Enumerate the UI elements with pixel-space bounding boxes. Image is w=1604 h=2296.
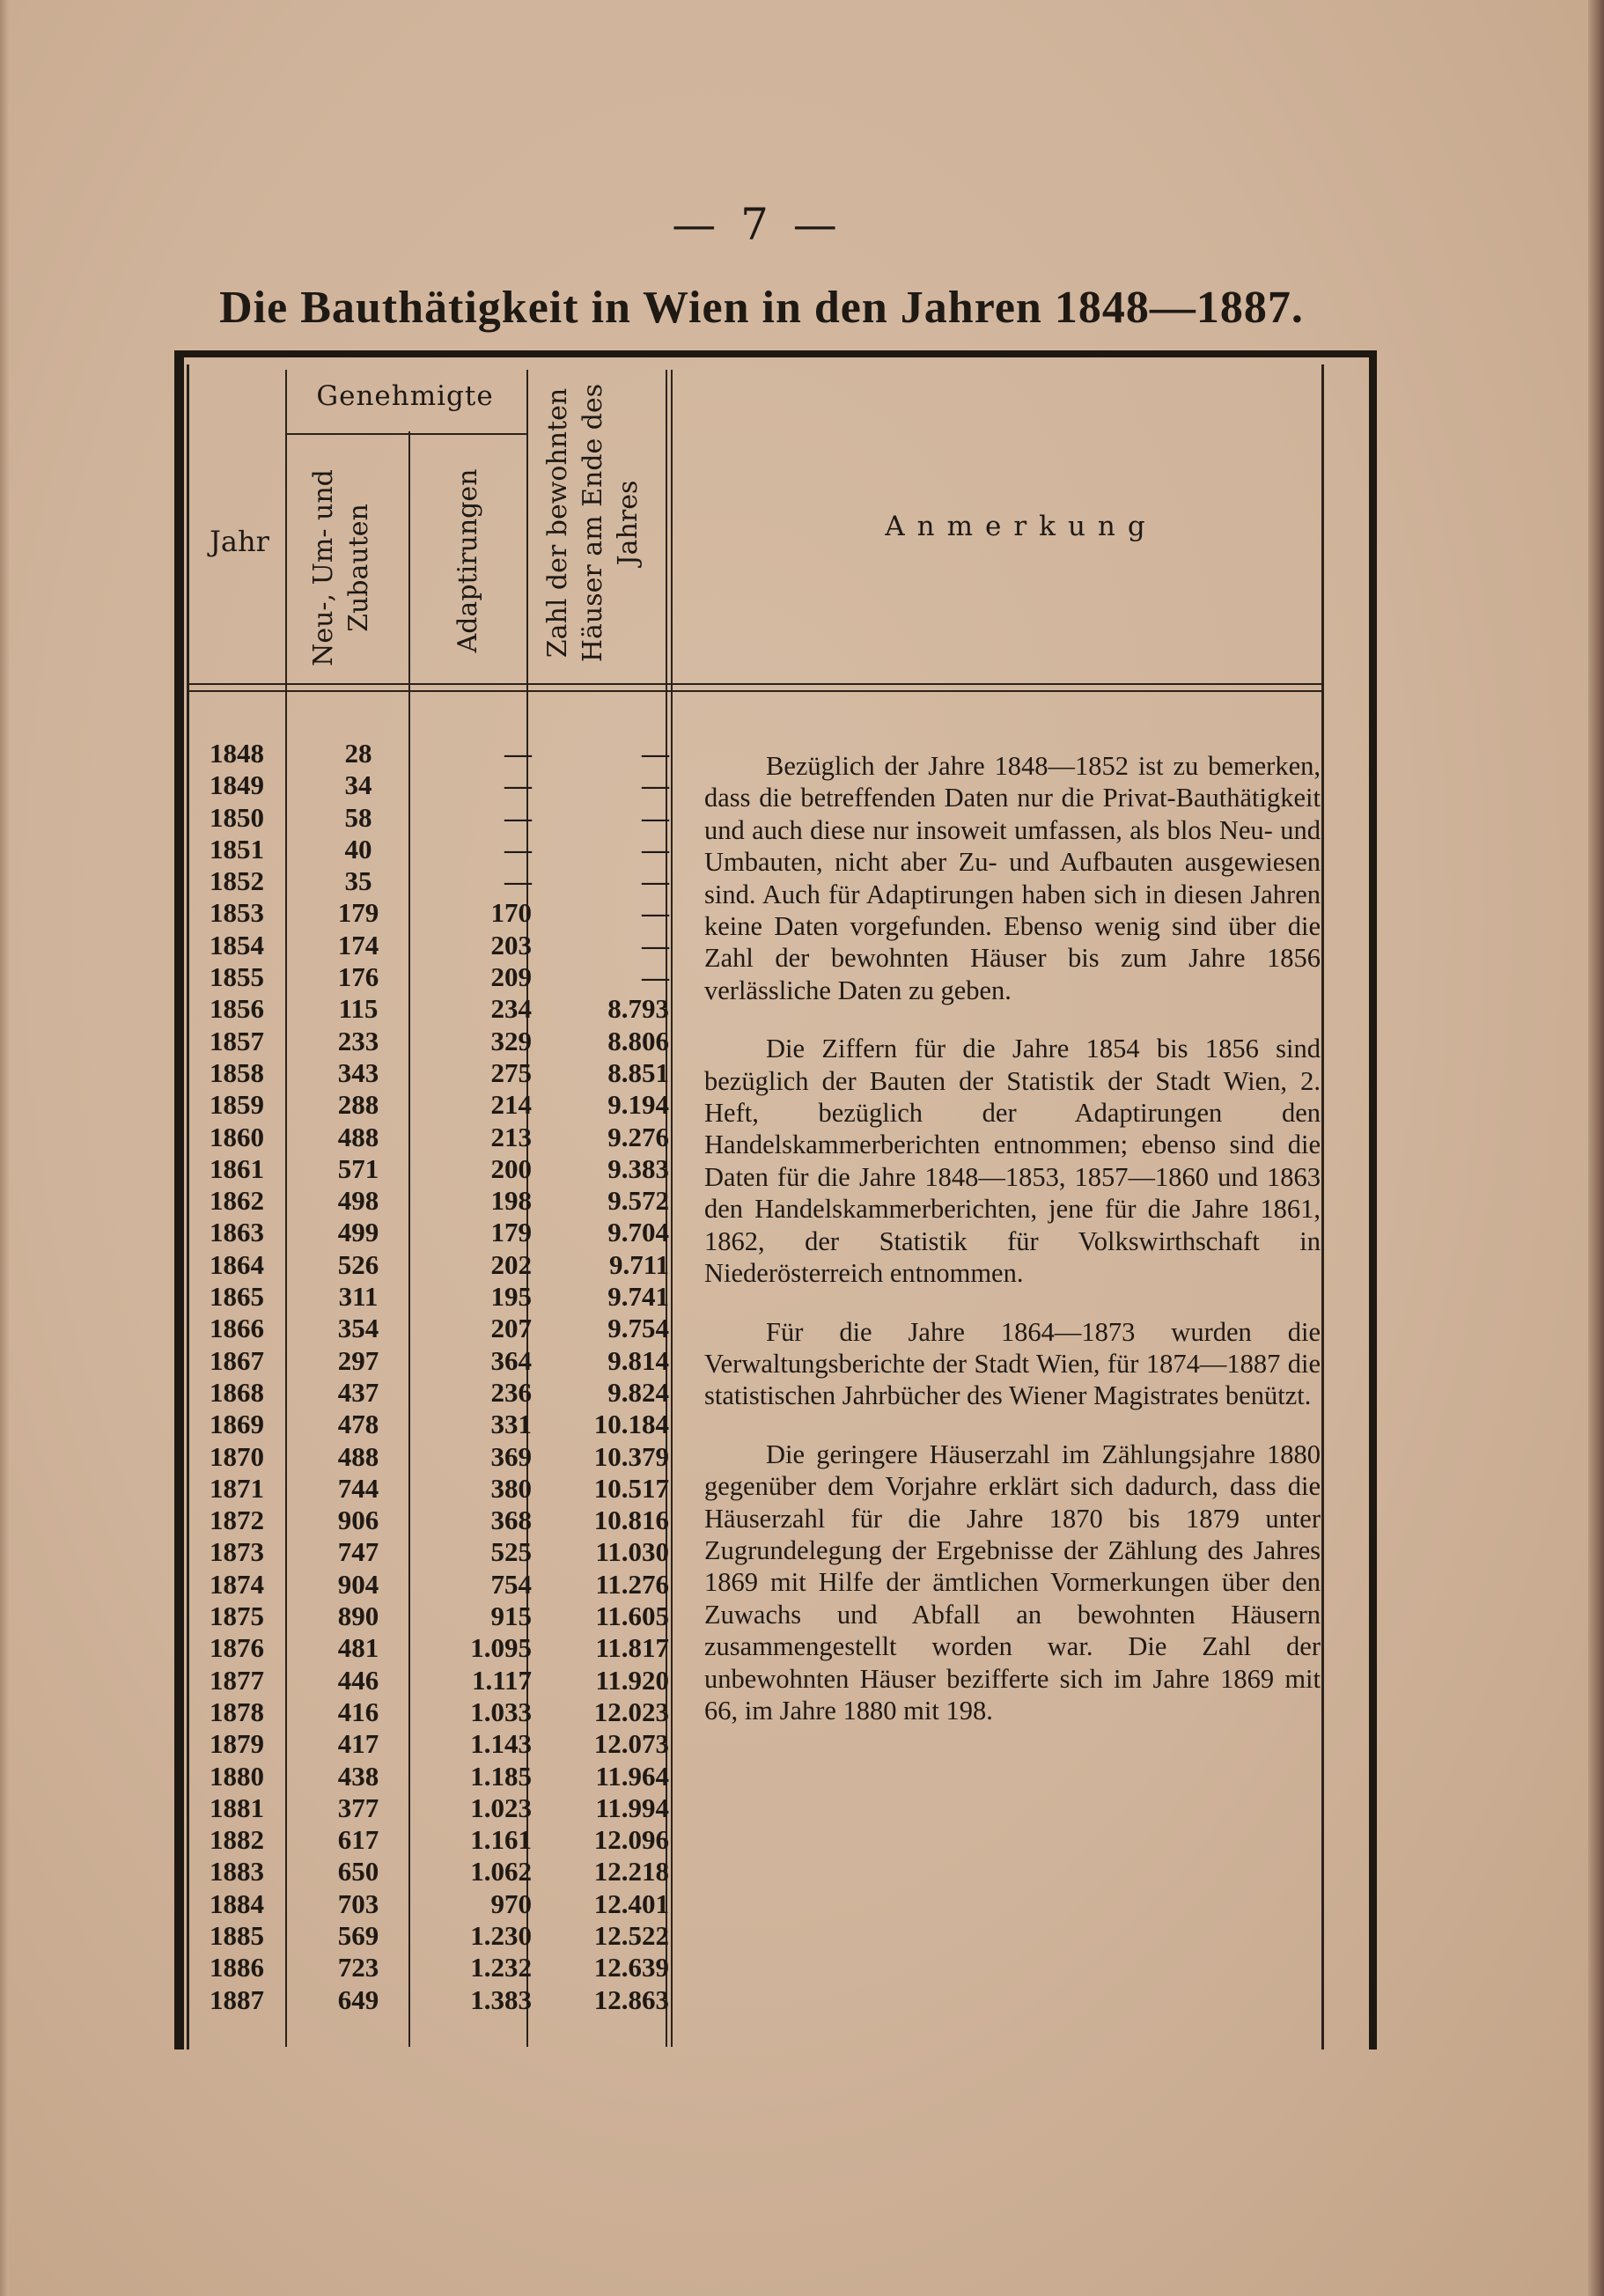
column-jahr	[210, 738, 298, 2016]
note-paragraph: Bezüglich der Jahre 1848—1852 ist zu bemerken, dass die betreffenden Daten nur die Privat-Bauthätigkeit und auch diese nur insoweit umfassen, als blos Neu- und Umbauten, nicht aber Zu- und Aufbauten ausgewiesen sind. Auch für Adaptirungen haben sich in diesen Jahren keine Daten vorgefunden. Ebenso wenig sind über die Zahl der bewohnten Häuser bis zum Jahre 1856 verlässliche Daten zu geben.	[704, 751, 1321, 1005]
cell-adapt: 1.117	[471, 1664, 532, 1696]
page-number: — 7 —	[672, 199, 842, 250]
cell-adapt: 236	[490, 1376, 532, 1408]
cell-adapt: 525	[490, 1536, 532, 1568]
cell-jahr: 1881	[210, 1792, 264, 1823]
cell-haeuser: 9.276	[607, 1121, 669, 1152]
cell-haeuser: 9.194	[607, 1089, 669, 1121]
cell-adapt: 1.023	[470, 1792, 532, 1823]
cell-adapt: 1.232	[470, 1952, 532, 1983]
cell-adapt: 200	[490, 1152, 532, 1184]
cell-haeuser: 12.522	[593, 1919, 669, 1951]
cell-jahr: 1863	[210, 1217, 264, 1248]
cell-jahr: 1866	[210, 1313, 264, 1344]
cell-neu: 890	[337, 1601, 379, 1632]
cell-jahr: 1873	[210, 1536, 264, 1568]
header-genehmigte: Genehmigte	[316, 380, 494, 412]
cell-adapt: —	[504, 738, 532, 769]
cell-haeuser: —	[642, 738, 669, 769]
cell-neu: 446	[337, 1664, 379, 1696]
cell-adapt: 1.383	[470, 1983, 532, 2015]
anmerkung-notes	[704, 750, 1321, 1753]
header-rule-2	[188, 690, 1324, 692]
cell-jahr: 1875	[210, 1601, 264, 1632]
cell-adapt: 369	[490, 1440, 532, 1472]
header-jahr: Jahr	[210, 525, 269, 558]
cell-neu: 747	[337, 1536, 379, 1568]
cell-jahr: 1848	[210, 738, 264, 769]
header-anmerkung: Anmerkung	[885, 511, 1158, 542]
cell-jahr: 1859	[210, 1089, 264, 1121]
cell-neu: 174	[337, 929, 379, 960]
cell-haeuser: 11.920	[595, 1664, 669, 1696]
cell-haeuser: 12.863	[593, 1983, 669, 2015]
cell-adapt: 234	[490, 993, 532, 1025]
cell-jahr: 1886	[210, 1952, 264, 1983]
cell-haeuser: —	[642, 929, 669, 960]
cell-neu: 297	[337, 1344, 379, 1376]
cell-haeuser: 12.073	[593, 1728, 669, 1760]
cell-neu: 179	[337, 897, 379, 929]
cell-haeuser: 9.754	[607, 1313, 669, 1344]
cell-neu: 478	[337, 1409, 379, 1440]
cell-haeuser: 11.605	[595, 1601, 669, 1632]
cell-haeuser: 8.851	[607, 1056, 669, 1088]
cell-adapt: 203	[490, 929, 532, 960]
cell-jahr: 1850	[210, 801, 264, 833]
cell-adapt: 970	[490, 1888, 532, 1919]
cell-neu: 417	[337, 1728, 379, 1760]
cell-adapt: 1.185	[470, 1760, 532, 1792]
cell-neu: 498	[337, 1185, 379, 1217]
cell-adapt: 915	[490, 1601, 532, 1632]
cell-neu: 176	[337, 961, 379, 993]
cell-adapt: 1.095	[470, 1632, 532, 1664]
cell-haeuser: 9.704	[607, 1217, 669, 1248]
cell-haeuser: 12.401	[593, 1888, 669, 1919]
cell-neu: 571	[337, 1152, 379, 1184]
cell-jahr: 1882	[210, 1824, 264, 1856]
cell-adapt: 275	[490, 1056, 532, 1088]
cell-jahr: 1857	[210, 1025, 264, 1056]
cell-haeuser: 9.572	[607, 1185, 669, 1217]
cell-adapt: 209	[490, 961, 532, 993]
cell-adapt: 1.161	[470, 1824, 532, 1856]
column-haeuser	[546, 738, 669, 2016]
cell-neu: 569	[337, 1919, 379, 1951]
cell-jahr: 1885	[210, 1919, 264, 1951]
cell-jahr: 1854	[210, 929, 264, 960]
header-neu	[306, 449, 377, 687]
cell-adapt: 170	[490, 897, 532, 929]
cell-haeuser: 9.824	[607, 1376, 669, 1408]
cell-haeuser: —	[642, 801, 669, 833]
cell-adapt: 202	[490, 1248, 532, 1280]
cell-jahr: 1867	[210, 1344, 264, 1376]
divider-haeuser-2	[671, 370, 673, 2047]
cell-adapt: 179	[490, 1217, 532, 1248]
cell-jahr: 1861	[210, 1152, 264, 1184]
page-title: Die Bauthätigkeit in Wien in den Jahren 1848—1887.	[219, 283, 1304, 333]
cell-jahr: 1880	[210, 1760, 264, 1792]
cell-jahr: 1883	[210, 1856, 264, 1888]
cell-jahr: 1856	[210, 993, 264, 1025]
cell-neu: 288	[337, 1089, 379, 1121]
cell-jahr: 1858	[210, 1056, 264, 1088]
column-adaptirungen	[426, 738, 532, 2016]
cell-haeuser: 8.806	[607, 1025, 669, 1056]
cell-adapt: 214	[490, 1089, 532, 1121]
cell-jahr: 1878	[210, 1696, 264, 1727]
cell-neu: 904	[337, 1568, 379, 1600]
cell-haeuser: 9.814	[607, 1344, 669, 1376]
cell-jahr: 1884	[210, 1888, 264, 1919]
cell-haeuser: 12.218	[593, 1856, 669, 1888]
cell-neu: 438	[337, 1760, 379, 1792]
cell-jahr: 1865	[210, 1281, 264, 1313]
cell-neu: 343	[337, 1056, 379, 1088]
cell-adapt: 364	[490, 1344, 532, 1376]
cell-adapt: 368	[490, 1505, 532, 1536]
cell-haeuser: 9.741	[607, 1281, 669, 1313]
cell-neu: 650	[337, 1856, 379, 1888]
note-paragraph: Die geringere Häuserzahl im Zählungsjahre 1880 gegenüber dem Vorjahre erklärt sich dadurch, dass die Häuserzahl für die Jahre 1870 bis 1879 unter Zugrundelegung der Ergebnisse der Zählung des Jahres 1869 mit Hilfe der ämtlichen Vormerkungen über den Zuwachs und Abfall an bewohnten Häusern zusammengestellt worden war. Die Zahl der unbewohnten Häuser bezifferte sich im Jahre 1869 mit 66, im Jahre 1880 mit 198.	[704, 1439, 1321, 1726]
cell-jahr: 1871	[210, 1472, 264, 1504]
cell-neu: 311	[338, 1281, 379, 1313]
cell-neu: 58	[344, 801, 372, 833]
cell-neu: 488	[337, 1121, 379, 1152]
cell-jahr: 1851	[210, 833, 264, 865]
cell-haeuser: 11.994	[595, 1792, 669, 1823]
cell-adapt: 195	[490, 1281, 532, 1313]
cell-adapt: —	[504, 769, 532, 801]
cell-adapt: —	[504, 801, 532, 833]
cell-adapt: —	[504, 865, 532, 897]
header-haeuser-line1: Zahl der bewohnten	[542, 387, 573, 659]
cell-jahr: 1870	[210, 1440, 264, 1472]
cell-adapt: 380	[490, 1472, 532, 1504]
cell-neu: 744	[337, 1472, 379, 1504]
cell-adapt: 1.062	[470, 1856, 532, 1888]
cell-haeuser: —	[642, 865, 669, 897]
cell-jahr: 1855	[210, 961, 264, 993]
genehmigte-underline	[287, 433, 526, 435]
cell-neu: 377	[337, 1792, 379, 1823]
cell-haeuser: 11.964	[595, 1760, 669, 1792]
cell-neu: 416	[337, 1696, 379, 1727]
header-haeuser-line3: Jahres	[613, 480, 644, 566]
cell-jahr: 1868	[210, 1376, 264, 1408]
cell-adapt: —	[504, 833, 532, 865]
cell-haeuser: —	[642, 897, 669, 929]
cell-jahr: 1862	[210, 1185, 264, 1217]
cell-adapt: 207	[490, 1313, 532, 1344]
cell-adapt: 1.143	[470, 1728, 532, 1760]
cell-neu: 34	[344, 769, 372, 801]
cell-haeuser: 10.517	[593, 1472, 669, 1504]
cell-jahr: 1887	[210, 1983, 264, 2015]
cell-neu: 488	[337, 1440, 379, 1472]
cell-haeuser: 11.817	[595, 1632, 669, 1664]
header-adaptirungen	[451, 460, 486, 662]
note-paragraph: Die Ziffern für die Jahre 1854 bis 1856 sind bezüglich der Bauten der Statistik der Stadt Wien, 2. Heft, bezüglich der Adaptirungen den Handelskammerberichten entnommen; ebenso sind die Daten für die Jahre 1848—1853, 1857—1860 und 1863 den Handelskammerberichten, jene für die Jahre 1861, 1862, der Statistik für Volkswirthschaft in Niederösterreich entnommen.	[704, 1034, 1321, 1289]
cell-jahr: 1849	[210, 769, 264, 801]
cell-haeuser: —	[642, 769, 669, 801]
cell-neu: 906	[337, 1505, 379, 1536]
cell-neu: 354	[337, 1313, 379, 1344]
header-adaptirungen-text: Adaptirungen	[453, 468, 483, 653]
cell-haeuser: 10.379	[593, 1440, 669, 1472]
cell-haeuser: 12.023	[593, 1696, 669, 1727]
cell-neu: 233	[337, 1025, 379, 1056]
page-left-edge	[0, 0, 9, 2296]
cell-haeuser: 12.096	[593, 1824, 669, 1856]
cell-neu: 526	[337, 1248, 379, 1280]
cell-neu: 115	[338, 993, 379, 1025]
header-haeuser-line2: Häuser am Ende des	[578, 383, 608, 663]
cell-haeuser: 9.383	[607, 1152, 669, 1184]
cell-jahr: 1853	[210, 897, 264, 929]
cell-haeuser: —	[642, 833, 669, 865]
cell-haeuser: —	[642, 961, 669, 993]
page-right-edge	[1588, 0, 1604, 2296]
cell-neu: 28	[344, 738, 372, 769]
note-paragraph: Für die Jahre 1864—1873 wurden die Verwaltungsberichte der Stadt Wien, für 1874—1887 die statistischen Jahrbücher des Wiener Magistrates benützt.	[704, 1316, 1321, 1411]
cell-adapt: 1.033	[470, 1696, 532, 1727]
cell-haeuser: 11.030	[595, 1536, 669, 1568]
column-neu-um-zubauten	[301, 738, 416, 2016]
cell-haeuser: 10.816	[593, 1505, 669, 1536]
cell-jahr: 1874	[210, 1568, 264, 1600]
header-neu-line1: Neu-, Um- und	[308, 469, 339, 666]
cell-jahr: 1872	[210, 1505, 264, 1536]
cell-adapt: 198	[490, 1185, 532, 1217]
cell-jahr: 1877	[210, 1664, 264, 1696]
cell-jahr: 1860	[210, 1121, 264, 1152]
cell-adapt: 213	[490, 1121, 532, 1152]
cell-jahr: 1869	[210, 1409, 264, 1440]
cell-haeuser: 9.711	[608, 1248, 669, 1280]
header-haeuser	[541, 364, 646, 681]
cell-jahr: 1876	[210, 1632, 264, 1664]
cell-adapt: 331	[490, 1409, 532, 1440]
cell-haeuser: 11.276	[595, 1568, 669, 1600]
cell-neu: 617	[337, 1824, 379, 1856]
cell-haeuser: 10.184	[593, 1409, 669, 1440]
cell-haeuser: 8.793	[607, 993, 669, 1025]
cell-neu: 703	[337, 1888, 379, 1919]
header-neu-line2: Zubauten	[343, 504, 374, 632]
cell-jahr: 1852	[210, 865, 264, 897]
cell-neu: 499	[337, 1217, 379, 1248]
cell-neu: 723	[337, 1952, 379, 1983]
cell-jahr: 1864	[210, 1248, 264, 1280]
cell-adapt: 329	[490, 1025, 532, 1056]
cell-neu: 40	[344, 833, 372, 865]
cell-jahr: 1879	[210, 1728, 264, 1760]
cell-neu: 437	[337, 1376, 379, 1408]
cell-neu: 481	[337, 1632, 379, 1664]
cell-haeuser: 12.639	[593, 1952, 669, 1983]
cell-adapt: 754	[490, 1568, 532, 1600]
cell-neu: 35	[344, 865, 372, 897]
cell-adapt: 1.230	[470, 1919, 532, 1951]
cell-neu: 649	[337, 1983, 379, 2015]
